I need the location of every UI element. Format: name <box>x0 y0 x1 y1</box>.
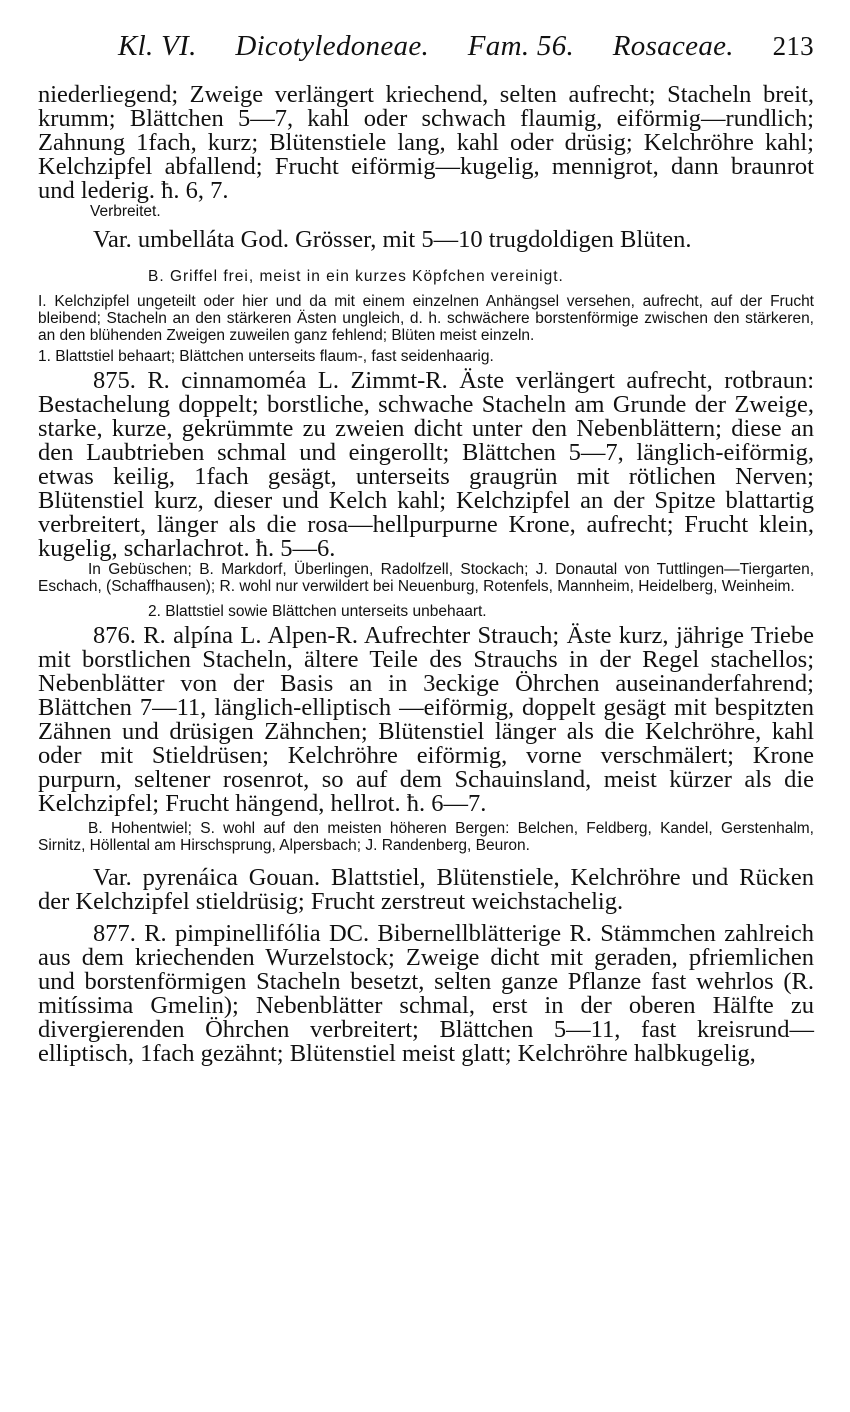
page-number: 213 <box>772 31 814 61</box>
header-group: Dicotyledoneae. <box>235 30 430 62</box>
key-section-2: 2. Blattstiel sowie Blättchen unterseits unbehaart. <box>148 603 487 620</box>
key-section-1: 1. Blattstiel behaart; Blättchen unterseits flaum-, fast seidenhaarig. <box>38 348 494 365</box>
key-section-b: B. Griffel frei, meist in ein kurzes Köpfchen vereinigt. <box>148 268 564 285</box>
continued-description: niederliegend; Zweige verlängert kriechend, selten aufrecht; Stacheln breit, krumm; Blättchen 5—7, kahl oder schwach flaumig, eiförmig—rundlich; Zahnung 1fach, kurz; Blütenstiele lang, kahl oder drüsig; Kelchröhre kahl; Kelchzipfel abfallend; Frucht eiförmig—kugelig, mennigrot, dann braunrot und lederig. ħ. 6, 7. <box>38 81 814 204</box>
variety-pyrenaica: Var. pyrenáica Gouan. Blattstiel, Blütenstiele, Kelchröhre und Rücken der Kelchzipfel stieldrüsig; Frucht zerstreut weichstachelig. <box>38 864 814 915</box>
species-875-distribution: In Gebüschen; B. Markdorf, Überlingen, Radolfzell, Stockach; J. Donautal von Tuttlingen—Tiergarten, Eschach, (Schaffhausen); R. wohl nur verwildert bei Neuenburg, Rotenfels, Mannheim, Heidelberg, Weinheim. <box>38 561 814 595</box>
header-family: Fam. 56. <box>467 30 575 62</box>
distribution-note: Verbreitet. <box>90 203 161 220</box>
page <box>38 30 814 1066</box>
species-876-description: 876. R. alpína L. Alpen-R. Aufrechter Strauch; Äste kurz, jährige Triebe mit borstlichen Stacheln, ältere Teile des Strauchs in der Regel stachellos; Nebenblätter von der Basis an in 3eckige Öhrchen auseinanderfahrend; Blättchen 7—11, länglich-elliptisch —eiförmig, doppelt gesägt mit bespitzten Zähnen und drüsigen Zähnchen; Blütenstiel länger als die Kelchröhre, kahl oder mit Stieldrüsen; Kelchröhre eiförmig, vorne verschmälert; Krone purpurn, seltener rosenrot, so auf dem Schauinsland, meist kürzer als die Kelchzipfel; Frucht hängend, hellrot. ħ. 6—7. <box>38 622 814 817</box>
species-877-description: 877. R. pimpinellifólia DC. Bibernellblätterige R. Stämmchen zahlreich aus dem kriechenden Wurzelstock; Zweige dicht mit geraden, pfriemlichen und borstenförmigen Stacheln besetzt, selten ganze Pflanze fast wehrlos (R. mitíssima Gmelin); Nebenblätter schmal, erst in der oberen Hälfte zu divergierenden Öhrchen verbreitert; Blättchen 5—11, fast kreisrund—elliptisch, 1fach gezähnt; Blütenstiel meist glatt; Kelchröhre halbkugelig, <box>38 920 814 1067</box>
header-class: Kl. VI. <box>118 30 197 62</box>
species-875-description: 875. R. cinnamoméa L. Zimmt-R. Äste verlängert aufrecht, rotbraun: Bestachelung doppelt; borstliche, schwache Stacheln am Grunde der Zweige, starke, kurze, gekrümmte zu zweien dicht unter den Nebenblättern; diese an den Laubtrieben schmal und eingerollt; Blättchen 5—7, länglich-eiförmig, etwas keilig, 1fach gesägt, unterseits graugrün mit rötlichen Nerven; Blütenstiel kurz, dieser und Kelch kahl; Kelchzipfel an der Spitze blattartig verbreitert, länger als die rosa—hellpurpurne Krone, aufrecht; Frucht klein, kugelig, scharlachrot. ħ. 5—6. <box>38 367 814 562</box>
header-family-name: Rosaceae. <box>612 30 734 62</box>
species-876-distribution: B. Hohentwiel; S. wohl auf den meisten höheren Bergen: Belchen, Feldberg, Kandel, Gerstenhalm, Sirnitz, Höllental am Hirschsprung, Alpersbach; J. Randenberg, Beuron. <box>38 820 814 854</box>
running-header <box>38 30 814 63</box>
key-section-i: I. Kelchzipfel ungeteilt oder hier und da mit einem einzelnen Anhängsel versehen, aufrecht, auf der Frucht bleibend; Stacheln an den stärkeren Ästen ungleich, d. h. schwächere borstenförmige zwischen den stärkeren, an den blühenden Zweigen zuweilen ganz fehlend; Blüten meist einzeln. <box>38 293 814 344</box>
variety-umbellata: Var. umbelláta God. Grösser, mit 5—10 trugdoldigen Blüten. <box>93 226 692 253</box>
